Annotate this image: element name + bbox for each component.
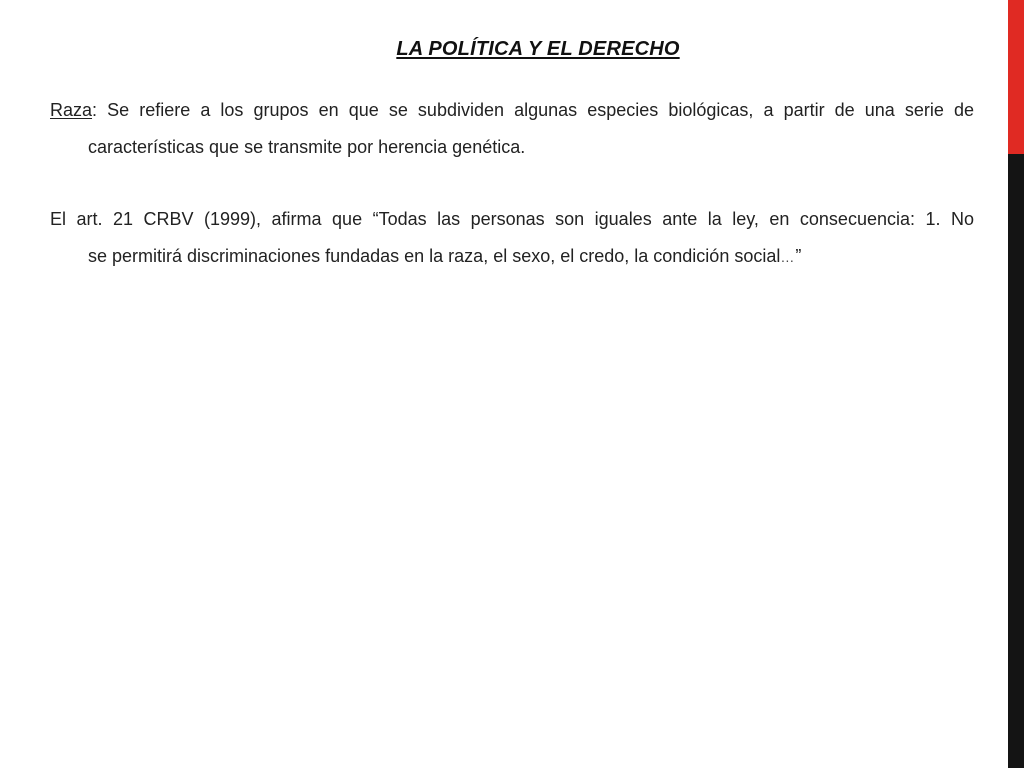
paragraph-art21-line-1: El art. 21 CRBV (1999), afirma que “Todas las personas son iguales ante la ley, en consecuencia: 1. No (50, 209, 974, 229)
accent-bar-red (1008, 0, 1024, 154)
art21-quote-text: se permitirá discriminaciones fundadas en la raza, el sexo, el credo, la condición social (88, 246, 781, 266)
slide-title: LA POLÍTICA Y EL DERECHO (396, 38, 680, 60)
paragraph-raza-line-1 (50, 92, 974, 129)
raza-definition-text: : Se refiere a los grupos en que se subdividen algunas especies biológicas, a partir de una serie de (92, 100, 974, 120)
closing-quote-mark: ” (795, 246, 802, 266)
ellipsis-mark: … (780, 249, 796, 265)
term-raza: Raza (50, 100, 93, 120)
paragraph-art21-quote (50, 201, 974, 276)
accent-bar-dark (1008, 154, 1024, 768)
paragraph-raza-definition (50, 92, 974, 166)
paragraph-art21-line-2 (50, 238, 974, 276)
paragraph-raza-line-2: características que se transmite por herencia genética. (88, 137, 526, 157)
